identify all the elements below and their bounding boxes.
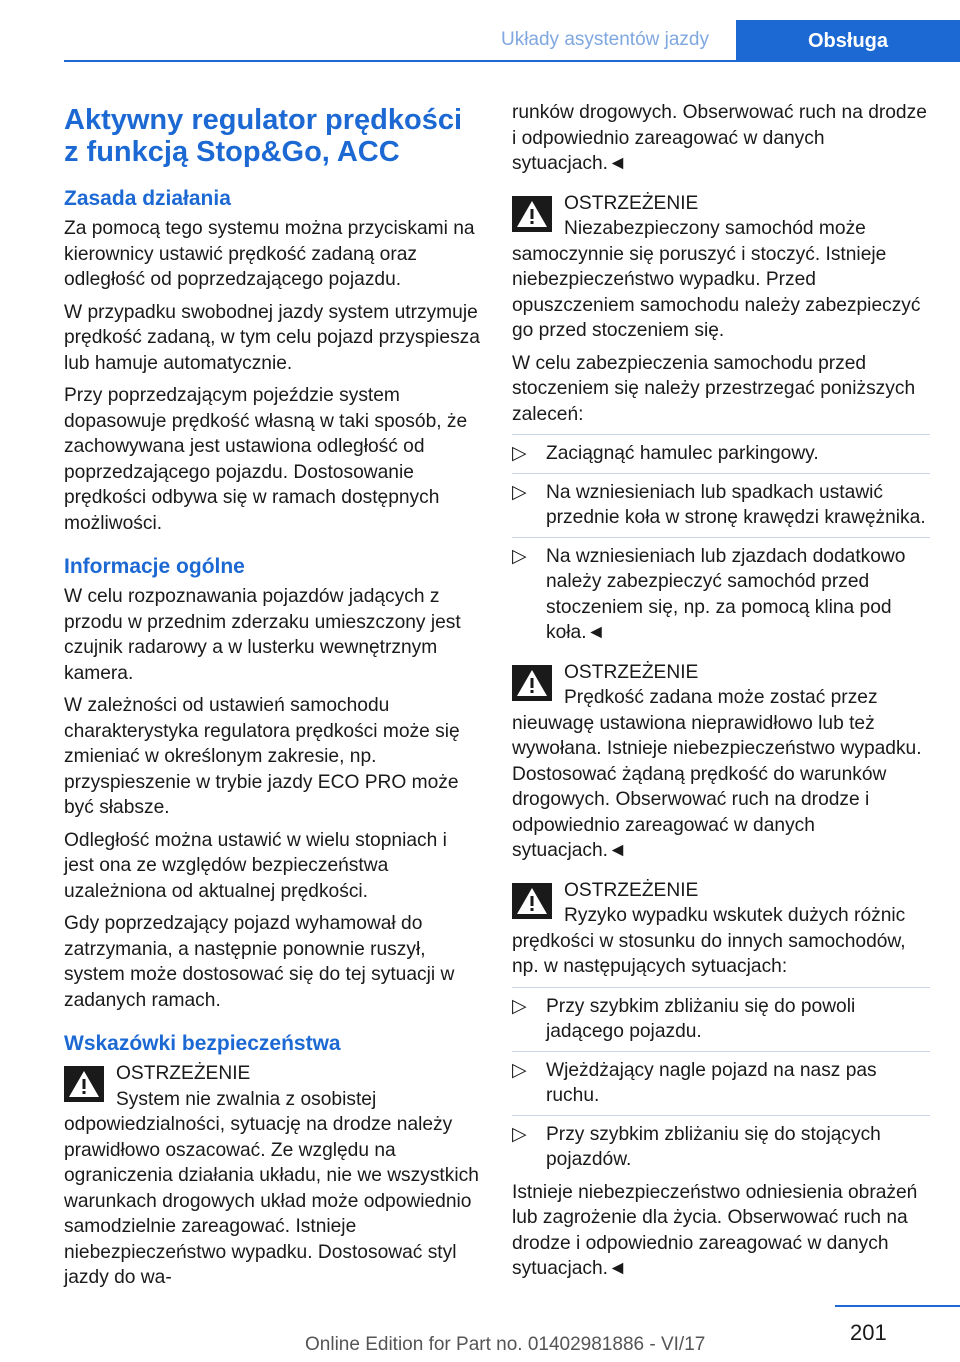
bullet-list xyxy=(512,987,930,1173)
bullet-triangle-icon: ▷ xyxy=(512,443,527,464)
page-title: Aktywny regulator prędkości z funkcją Stop&Go, ACC xyxy=(64,104,463,168)
bullet-triangle-icon: ▷ xyxy=(512,545,527,567)
bullet-triangle-icon: ▷ xyxy=(512,995,527,1017)
bullet-triangle-icon: ▷ xyxy=(512,1059,527,1081)
warning-title: OSTRZEŻENIE xyxy=(564,879,699,901)
list-item-text: Na wzniesieniach lub zjazdach dodatkowo należy zabezpieczyć samochód przed stoczeniem się, np. za pomocą klina pod koła.◄ xyxy=(546,545,906,643)
section-heading-safety: Wskazówki bezpieczeństwa xyxy=(64,1032,341,1055)
header-chapter-tab: Obsługa xyxy=(736,20,960,62)
warning-title: OSTRZEŻENIE xyxy=(116,1063,251,1084)
list-item-text: Przy szybkim zbliżaniu się do stojących pojazdów. xyxy=(546,1123,881,1170)
paragraph: Za pomocą tego systemu można przyciskami na kierownicy ustawić prędkość zadaną oraz odległość od poprzedzającego pojazdu. xyxy=(64,218,475,290)
left-column xyxy=(64,100,480,1298)
list-item xyxy=(512,473,930,531)
page-number-rule xyxy=(835,1305,960,1307)
list-item xyxy=(512,1115,930,1173)
paragraph: Gdy poprzedzający pojazd wyhamował do zatrzymania, a następnie ponownie ruszył, system może dostosować się do tej sytuacji w zadanych ramach. xyxy=(64,913,455,1011)
paragraph: W przypadku swobodnej jazdy system utrzymuje prędkość zadaną, w tym celu pojazd przyspiesza lub hamuje automatycznie. xyxy=(64,301,480,374)
warning-triangle-icon xyxy=(512,196,552,232)
paragraph: W zależności od ustawień samochodu charakterystyka regulatora prędkości może się zmieniać w określonym zakresie, np. przyspieszenie w trybie jazdy ECO PRO może być słabsze. xyxy=(64,695,460,818)
header-section-title: Układy asystentów jazdy xyxy=(500,29,710,50)
warning-title: OSTRZEŻENIE xyxy=(564,192,699,214)
header-rule xyxy=(64,60,960,62)
list-item xyxy=(512,1051,930,1109)
paragraph: Istnieje niebezpieczeństwo odniesienia obrażeń lub zagrożenie dla życia. Obserwować ruch na drodze i odpowiednio zareagować w danych sytuacjach.◄ xyxy=(512,1181,918,1279)
warning-text: Niezabezpieczony samochód może samoczynnie się poruszyć i stoczyć. Istnieje niebezpieczeństwo wypadku. Przed opuszczeniem samochodu należy zabezpieczyć go przed stoczeniem się. xyxy=(512,218,921,341)
warning-block xyxy=(512,660,930,864)
section-heading-general: Informacje ogólne xyxy=(64,555,245,578)
warning-block xyxy=(64,1061,480,1291)
list-item xyxy=(512,434,930,467)
page-number: 201 xyxy=(850,1320,887,1345)
paragraph: W celu rozpoznawania pojazdów jadących z przodu w przednim zderzaku umieszczony jest czujnik radarowy a w lusterku wewnętrznym kamera. xyxy=(64,586,461,684)
footer-edition: Online Edition for Part no. 01402981886 - VI/17 xyxy=(305,1334,706,1355)
paragraph: runków drogowych. Obserwować ruch na drodze i odpowiednio zareagować w danych sytuacjach.◄ xyxy=(512,102,927,174)
warning-title: OSTRZEŻENIE xyxy=(564,661,699,683)
list-item-text: Przy szybkim zbliżaniu się do powoli jadącego pojazdu. xyxy=(546,995,856,1042)
bullet-triangle-icon: ▷ xyxy=(512,481,527,503)
warning-triangle-icon xyxy=(512,665,552,701)
list-item-text: Na wzniesieniach lub spadkach ustawić przednie koła w stronę krawędzi krawężnika. xyxy=(546,481,926,528)
right-column xyxy=(512,100,930,1289)
paragraph: Odległość można ustawić w wielu stopniach i jest ona ze względów bezpieczeństwa uzależniona od aktualnej prędkości. xyxy=(64,829,447,902)
bullet-triangle-icon: ▷ xyxy=(512,1123,527,1145)
paragraph: W celu zabezpieczenia samochodu przed stoczeniem się należy przestrzegać poniższych zaleceń: xyxy=(512,352,916,425)
warning-text: Ryzyko wypadku wskutek dużych różnic prędkości w stosunku do innych samochodów, np. w następujących sytuacjach: xyxy=(512,905,906,977)
warning-block xyxy=(512,878,930,980)
paragraph: Przy poprzedzającym pojeździe system dopasowuje prędkość własną w taki sposób, że zachowywana jest ustawiona odległość od poprzedzającego pojazdu. Dostosowanie prędkości odbywa się w ramach dostępnych możliwości. xyxy=(64,385,468,534)
list-item-text: Wjeżdżający nagle pojazd na nasz pas ruchu. xyxy=(546,1059,877,1106)
warning-text: System nie zwalnia z osobistej odpowiedzialności, sytuację na drodze należy prawidłowo oszacować. Ze względu na ograniczenia działania układu, nie we wszystkich warunkach drogowych układ może odpowiednio samodzielnie zareagować. Istnieje niebezpieczeństwo wypadku. Dostosować styl jazdy do wa- xyxy=(64,1088,479,1288)
warning-text: Prędkość zadana może zostać przez nieuwagę ustawiona nieprawidłowo lub też wywołana. Istnieje niebezpieczeństwo wypadku. Dostosować żądaną prędkość do warunków drogowych. Obserwować ruch na drodze i odpowiednio zareagować w danych sytuacjach.◄ xyxy=(512,687,922,861)
warning-triangle-icon xyxy=(512,883,552,919)
section-heading-principle: Zasada działania xyxy=(64,187,231,210)
bullet-list xyxy=(512,434,930,646)
warning-triangle-icon xyxy=(64,1066,104,1102)
list-item xyxy=(512,987,930,1045)
list-item-text: Zaciągnąć hamulec parkingowy. xyxy=(546,443,819,464)
warning-block xyxy=(512,191,930,344)
list-item xyxy=(512,537,930,646)
